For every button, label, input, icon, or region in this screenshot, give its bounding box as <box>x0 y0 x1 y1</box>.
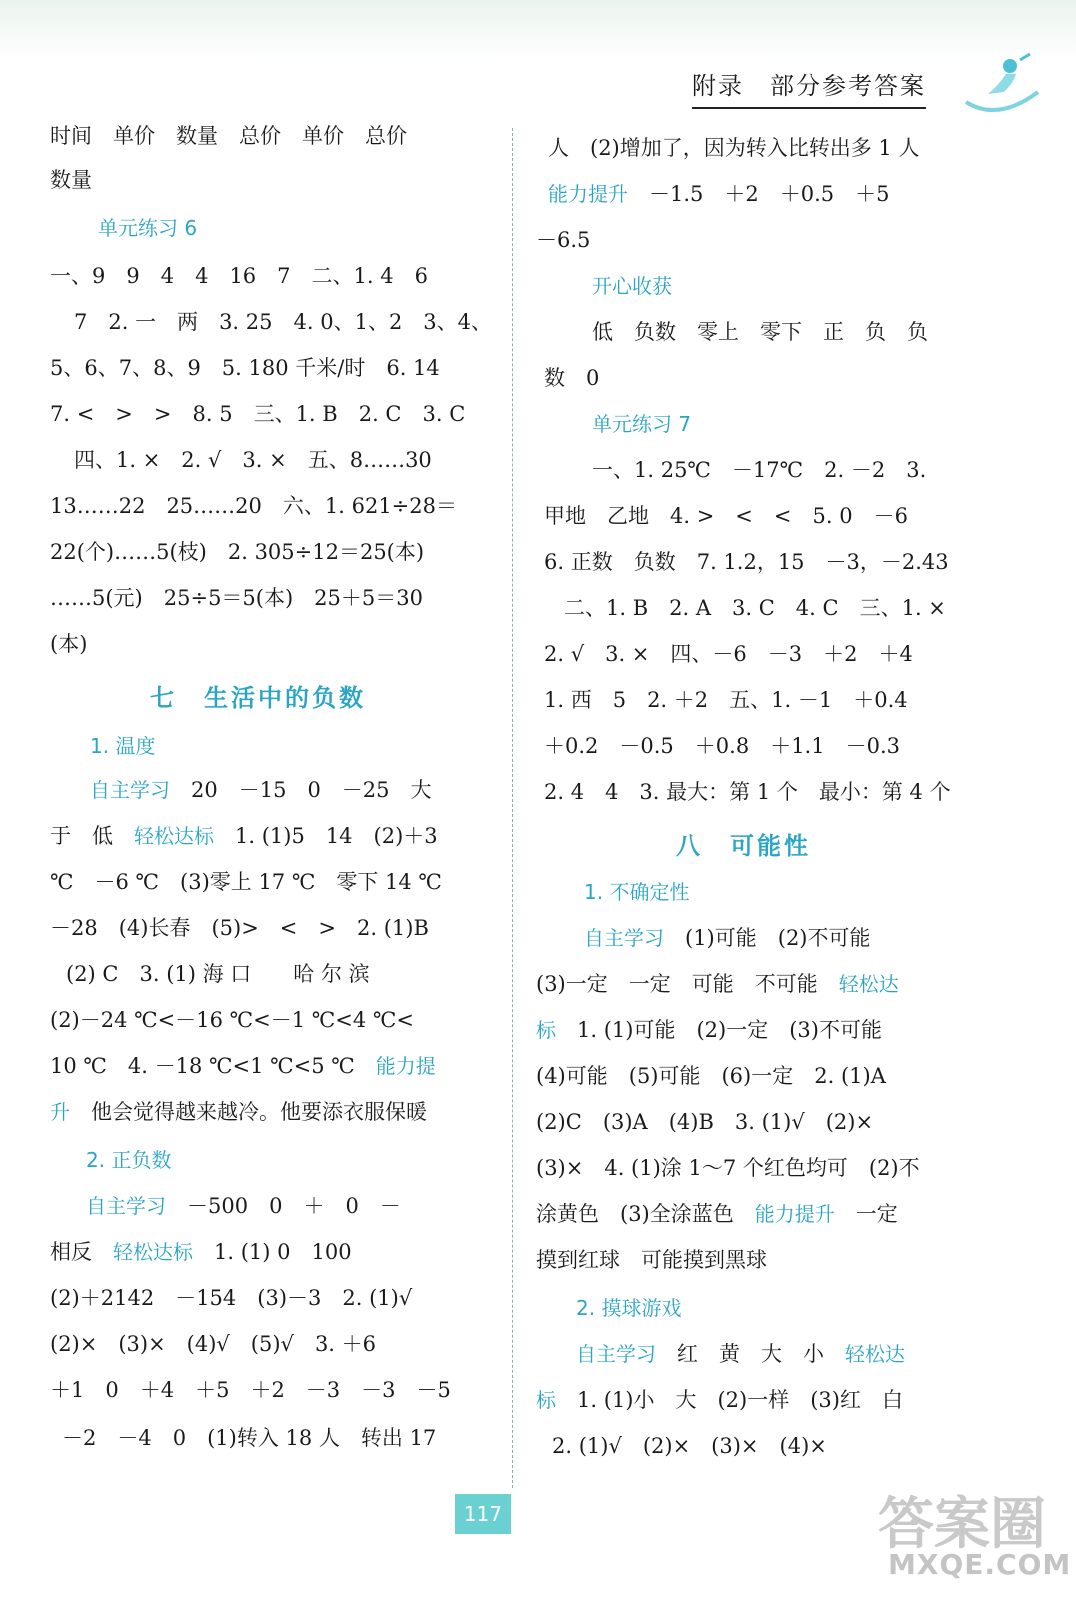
left-line <box>50 164 92 194</box>
answer-text: (2)＋2142 －154 (3)－3 2. (1)√ <box>50 1286 413 1310</box>
right-line <box>564 592 946 622</box>
highlight-label: 自主学习 <box>584 926 664 950</box>
right-line <box>536 1198 898 1228</box>
highlight-label: 自主学习 <box>86 1194 166 1218</box>
answer-text: 20 －15 0 －25 大 <box>170 778 432 802</box>
highlight-label: 1. 温度 <box>90 734 156 758</box>
highlight-label: 轻松达标 <box>134 824 214 848</box>
highlight-label: 2. 摸球游戏 <box>576 1296 682 1320</box>
right-line <box>552 1430 827 1460</box>
highlight-label: 单元练习 7 <box>592 412 692 436</box>
highlight-label: 轻松达 <box>838 972 899 996</box>
answer-text: 1. 西 5 2. ＋2 五、1. －1 ＋0.4 <box>544 688 908 712</box>
left-line <box>86 1144 171 1173</box>
left-line <box>62 1422 436 1452</box>
page-number: 117 <box>455 1494 511 1534</box>
left-line <box>50 912 429 942</box>
right-line <box>544 362 599 392</box>
right-line <box>536 1106 873 1136</box>
left-line <box>50 1282 412 1312</box>
highlight-label: 标 <box>536 1388 556 1412</box>
highlight-label: 升 <box>50 1100 70 1124</box>
answer-text: 于 低 <box>50 824 134 848</box>
right-line <box>576 1292 681 1321</box>
right-line <box>536 1152 920 1182</box>
left-line <box>150 678 366 713</box>
highlight-label: 单元练习 6 <box>98 216 198 240</box>
answer-text: 一、1. 25℃ －17℃ 2. －2 3. <box>592 458 927 482</box>
top-band <box>0 0 1076 60</box>
watermark-logo-text: 答案圈 <box>878 1492 1046 1557</box>
answer-text: 13……22 25……20 六、1. 621÷28＝ <box>50 494 457 518</box>
right-line <box>536 1060 886 1090</box>
right-line <box>592 454 926 484</box>
left-line <box>50 582 423 612</box>
answer-text: 10 ℃ 4. －18 ℃<1 ℃<5 ℃ <box>50 1054 376 1078</box>
answer-text: 1. (1) 0 100 <box>193 1240 352 1264</box>
answer-text: 一、9 9 4 4 16 7 二、1. 4 6 <box>50 264 428 288</box>
answer-text: 他会觉得越来越冷。他要添衣服保暖 <box>70 1100 427 1124</box>
answer-text: 7. < > > 8. 5 三、1. B 2. C 3. C <box>50 402 466 426</box>
right-line <box>584 922 871 952</box>
answer-text: ℃ －6 ℃ (3)零上 17 ℃ 零下 14 ℃ <box>50 870 442 894</box>
answer-text: －1.5 ＋2 ＋0.5 ＋5 <box>628 182 890 206</box>
watermark <box>868 1480 1072 1595</box>
highlight-label: 轻松达标 <box>113 1240 193 1264</box>
answer-text: 时间 单价 数量 总价 单价 总价 <box>50 124 407 148</box>
answer-text: (3)一定 一定 可能 不可能 <box>536 972 839 996</box>
highlight-label: 自主学习 <box>576 1342 656 1366</box>
right-line <box>548 132 919 162</box>
answer-text: 1. (1)小 大 (2)一样 (3)红 白 <box>556 1388 903 1412</box>
answer-text: 数量 <box>50 168 92 192</box>
left-line <box>50 352 440 382</box>
answer-text: 相反 <box>50 1240 113 1264</box>
left-line <box>50 1374 451 1404</box>
left-line <box>50 866 442 896</box>
right-line <box>536 1384 903 1414</box>
right-line <box>544 730 900 760</box>
answer-text: 红 黄 大 小 <box>656 1342 845 1366</box>
answer-text: 低 负数 零上 零下 正 负 负 <box>592 320 928 344</box>
answer-text: ……5(元) 25÷5＝5(本) 25＋5＝30 <box>50 586 423 610</box>
right-line <box>544 776 951 806</box>
answer-text: 7 2. 一 两 3. 25 4. 0、1、2 3、4、 <box>74 310 493 334</box>
answer-text: 四、1. × 2. √ 3. × 五、8……30 <box>74 448 432 472</box>
answer-text: 甲地 乙地 4. > < < 5. 0 －6 <box>544 504 908 528</box>
answer-text: 1. (1)5 14 (2)＋3 <box>214 824 438 848</box>
left-line <box>66 958 370 988</box>
answer-text: (2)× (3)× (4)√ (5)√ 3. ＋6 <box>50 1332 377 1356</box>
right-line <box>676 826 811 861</box>
answer-text: (3)× 4. (1)涂 1～7 个红色均可 (2)不 <box>536 1156 920 1180</box>
answer-text: 数 0 <box>544 366 600 390</box>
header-appendix: 附录 <box>692 72 744 100</box>
section-title: 八 可能性 <box>676 832 811 860</box>
right-line <box>592 408 691 437</box>
answer-text: 2. 4 4 3. 最大：第 1 个 最小：第 4 个 <box>544 780 951 804</box>
left-line <box>50 260 428 290</box>
left-line <box>90 730 155 759</box>
right-line <box>536 968 899 998</box>
left-line <box>50 628 87 658</box>
left-line <box>50 820 438 850</box>
highlight-label: 能力提升 <box>754 1202 835 1226</box>
answer-text: 2. (1)√ (2)× (3)× (4)× <box>552 1434 827 1458</box>
right-line <box>544 684 908 714</box>
highlight-label: 开心收获 <box>592 274 672 298</box>
answer-text: (2)C (3)A (4)B 3. (1)√ (2)× <box>536 1110 874 1134</box>
right-line <box>536 1014 882 1044</box>
header-answers: 部分参考答案 <box>770 72 926 100</box>
answer-text: 1. (1)可能 (2)一定 (3)不可能 <box>556 1018 882 1042</box>
column-divider <box>512 128 513 1488</box>
watermark-url: MXQE.COM <box>888 1548 1072 1581</box>
left-line <box>98 212 197 241</box>
page-header <box>692 66 926 109</box>
answer-text: (2) C 3. (1) 海 口 哈 尔 滨 <box>66 962 370 986</box>
answer-text: (4)可能 (5)可能 (6)一定 2. (1)A <box>536 1064 886 1088</box>
left-line <box>50 398 465 428</box>
left-line <box>74 444 432 474</box>
answer-text: 5、6、7、8、9 5. 180 千米/时 6. 14 <box>50 356 440 380</box>
right-line <box>584 876 689 905</box>
answer-text: (本) <box>50 632 88 656</box>
right-line <box>548 178 890 208</box>
answer-text: (2)－24 ℃<－16 ℃<－1 ℃<4 ℃< <box>50 1008 414 1032</box>
right-line <box>576 1338 905 1368</box>
left-line <box>50 1004 414 1034</box>
highlight-label: 能力提升 <box>548 182 628 206</box>
left-line <box>50 536 424 566</box>
left-line <box>50 490 457 520</box>
answer-text: 22(个)……5(枝) 2. 305÷12＝25(本) <box>50 540 425 564</box>
answer-text: 涂黄色 (3)全涂蓝色 <box>536 1202 755 1226</box>
answer-text: (1)可能 (2)不可能 <box>664 926 871 950</box>
highlight-label: 自主学习 <box>90 778 170 802</box>
left-line <box>50 1328 376 1358</box>
right-line <box>592 316 928 346</box>
answer-text: 2. √ 3. × 四、－6 －3 ＋2 ＋4 <box>544 642 913 666</box>
answer-text: 人 (2)增加了，因为转入比转出多 1 人 <box>548 136 920 160</box>
highlight-label: 1. 不确定性 <box>584 880 690 904</box>
highlight-label: 标 <box>536 1018 556 1042</box>
answer-text: －500 0 ＋ 0 － <box>166 1194 401 1218</box>
answer-text: －28 (4)长春 (5)> < > 2. (1)B <box>50 916 429 940</box>
right-line <box>536 224 590 254</box>
ski-figure-icon <box>958 52 1048 122</box>
section-title: 七 生活中的负数 <box>150 684 366 712</box>
right-line <box>592 270 672 299</box>
left-line <box>50 1236 352 1266</box>
answer-text: ＋1 0 ＋4 ＋5 ＋2 －3 －3 －5 <box>50 1378 451 1402</box>
left-line <box>86 1190 401 1220</box>
highlight-label: 能力提 <box>375 1054 436 1078</box>
highlight-label: 2. 正负数 <box>86 1148 172 1172</box>
right-line <box>544 546 949 576</box>
right-line <box>544 500 908 530</box>
answer-text: 摸到红球 可能摸到黑球 <box>536 1248 767 1272</box>
right-line <box>536 1244 767 1274</box>
left-line <box>50 1050 436 1080</box>
answer-text: 一定 <box>834 1202 898 1226</box>
answer-text: ＋0.2 －0.5 ＋0.8 ＋1.1 －0.3 <box>544 734 900 758</box>
left-line <box>50 120 407 150</box>
left-line <box>50 1096 427 1126</box>
left-line <box>74 306 492 336</box>
answer-text: 二、1. B 2. A 3. C 4. C 三、1. × <box>564 596 946 620</box>
answer-text: －2 －4 0 (1)转入 18 人 转出 17 <box>62 1426 437 1450</box>
answer-text: －6.5 <box>536 228 591 252</box>
left-line <box>90 774 432 804</box>
highlight-label: 轻松达 <box>845 1342 905 1366</box>
answer-text: 6. 正数 负数 7. 1.2，15 －3，－2.43 <box>544 550 949 574</box>
right-line <box>544 638 913 668</box>
